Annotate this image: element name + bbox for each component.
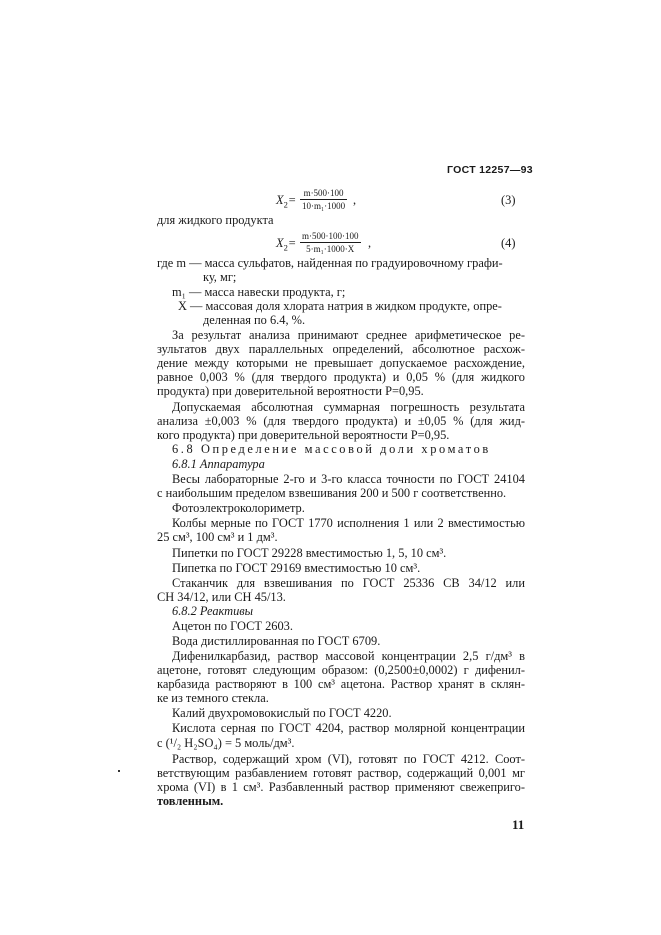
error-line-1: Допускаемая абсолютная суммарная погрешность результата xyxy=(172,400,525,414)
stray-dot xyxy=(118,770,120,772)
scales-line-2: с наибольшим пределом взвешивания 200 и 500 г соответственно. xyxy=(157,486,507,500)
formula-4-eq: = xyxy=(287,236,297,250)
where-line-1: где m — масса сульфатов, найденная по градуировочному графи- xyxy=(157,256,503,270)
section-6-8-2-title: 6.8.2 Реактивы xyxy=(172,604,254,618)
acid-line-2: с (¹/₂ H₂SO₄) = 5 моль/дм³. xyxy=(157,736,295,750)
formula-3-sub: 2 xyxy=(283,199,288,210)
formula-4-tail: , xyxy=(368,236,372,250)
pipettes-1: Пипетки по ГОСТ 29228 вместимостью 1, 5, 10 см³. xyxy=(172,546,447,560)
chrome-line-1: Раствор, содержащий хром (VI), готовят по ГОСТ 4212. Соот- xyxy=(172,752,525,766)
section-6-8-1-title: 6.8.1 Аппаратура xyxy=(172,457,265,471)
reagent-dichromate: Калий двухромовокислый по ГОСТ 4220. xyxy=(172,706,392,720)
result-line-5: продукта) при доверительной вероятности P=0,95. xyxy=(157,384,424,398)
result-line-1: За результат анализа принимают среднее арифметическое ре- xyxy=(172,328,525,342)
pipettes-2: Пипетка по ГОСТ 29169 вместимостью 10 см³. xyxy=(172,561,421,575)
formula-3-denominator: 10·m₁·1000 xyxy=(302,201,346,211)
formula-4-denominator: 5·m₁·1000·X xyxy=(306,244,355,254)
result-line-2: зультатов двух параллельных определений, абсолютное расхож- xyxy=(157,342,525,356)
where-line-2: m₁ — масса навески продукта, г; xyxy=(172,285,346,299)
where-line-3b: деленная по 6.4, %. xyxy=(203,313,306,327)
formula-4-number: (4) xyxy=(501,236,516,250)
document-code: ГОСТ 12257—93 xyxy=(447,164,533,176)
beaker-line-2: СН 34/12, или СН 45/13. xyxy=(157,590,286,604)
dpc-line-1: Дифенилкарбазид, раствор массовой концентрации 2,5 г/дм³ в xyxy=(172,649,525,663)
chrome-line-4: товленным. xyxy=(157,794,224,808)
page-number: 11 xyxy=(512,817,525,832)
where-line-3: X — массовая доля хлората натрия в жидком продукте, опре- xyxy=(178,299,502,313)
photometer: Фотоэлектроколориметр. xyxy=(172,501,305,515)
formula-4-fraction xyxy=(300,231,361,254)
section-6-8-title: 6.8 Определение массовой доли хроматов xyxy=(172,442,491,456)
scales-line-1: Весы лабораторные 2-го и 3-го класса точности по ГОСТ 24104 xyxy=(172,472,525,486)
formula-3-number: (3) xyxy=(501,193,516,207)
formula-3-numerator: m·500·100 xyxy=(300,188,347,200)
result-line-3: дение между которыми не превышает допускаемое расхождение, xyxy=(157,356,525,370)
dpc-line-3: карбазида растворяют в 100 см³ ацетона. Раствор хранят в склян- xyxy=(157,677,525,691)
chrome-line-2: ветствующим разбавлением готовят раствор, содержащий 0,001 мг xyxy=(157,766,525,780)
error-line-3: кого продукта) при доверительной вероятности P=0,95. xyxy=(157,428,450,442)
dpc-line-4: ке из темного стекла. xyxy=(157,691,269,705)
formula-3-tail: , xyxy=(353,193,357,207)
formula-3-lhs xyxy=(276,193,296,209)
formula-3-fraction xyxy=(300,188,347,211)
reagent-acetone: Ацетон по ГОСТ 2603. xyxy=(172,619,293,633)
result-line-4: равное 0,003 % (для твердого продукта) и 0,05 % (для жидкого xyxy=(157,370,525,384)
formula-3-eq: = xyxy=(287,193,297,207)
formula-4-sub: 2 xyxy=(283,242,288,253)
formula-3-var: X xyxy=(276,193,284,207)
chrome-line-3: хрома (VI) в 1 см³. Разбавленный раствор применяют свежеприго- xyxy=(157,780,525,794)
where-line-1b: ку, мг; xyxy=(203,270,237,284)
liquid-label: для жидкого продукта xyxy=(157,213,274,227)
flasks-line-2: 25 см³, 100 см³ и 1 дм³. xyxy=(157,530,278,544)
flasks-line-1: Колбы мерные по ГОСТ 1770 исполнения 1 или 2 вместимостью xyxy=(172,516,525,530)
reagent-water: Вода дистиллированная по ГОСТ 6709. xyxy=(172,634,381,648)
formula-4-lhs xyxy=(276,236,296,252)
beaker-line-1: Стаканчик для взвешивания по ГОСТ 25336 СВ 34/12 или xyxy=(172,576,525,590)
error-line-2: анализа ±0,003 % (для твердого продукта) и ±0,05 % (для жид- xyxy=(157,414,525,428)
acid-line-1: Кислота серная по ГОСТ 4204, раствор молярной концентрации xyxy=(172,721,525,735)
dpc-line-2: ацетоне, готовят следующим образом: (0,2500±0,0002) г дифенил- xyxy=(157,663,525,677)
formula-4-var: X xyxy=(276,236,284,250)
formula-4-numerator: m·500·100·100 xyxy=(302,231,359,241)
